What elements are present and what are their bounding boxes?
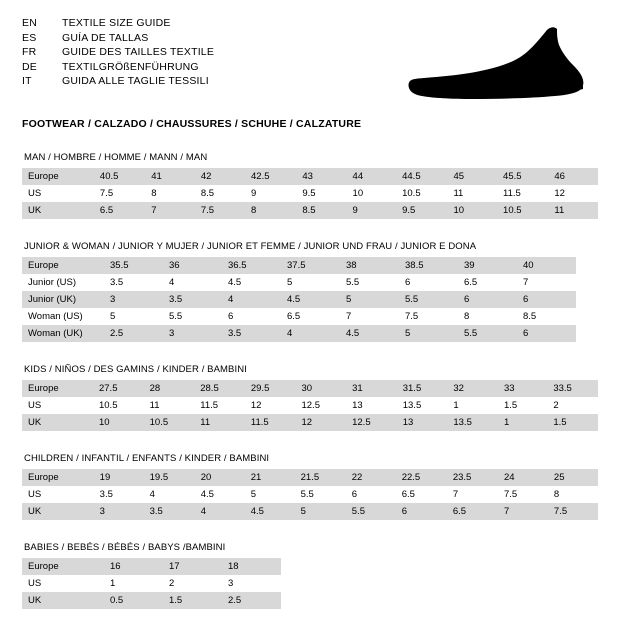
- size-block-kids: [22, 364, 598, 431]
- size-table-body: [22, 558, 281, 609]
- size-cell: 27.5: [93, 380, 144, 397]
- row-label: Europe: [22, 380, 93, 397]
- size-cell: 8.5: [517, 308, 576, 325]
- size-cell: 43: [296, 168, 346, 185]
- size-cell: 9: [245, 185, 296, 202]
- size-cell: 6.5: [281, 308, 340, 325]
- row-label: Europe: [22, 168, 94, 185]
- size-cell: 3.5: [222, 325, 281, 342]
- size-cell: 6: [458, 291, 517, 308]
- language-title: GUÍA DE TALLAS: [62, 31, 149, 44]
- size-cell: 10.5: [396, 185, 447, 202]
- row-label: Woman (US): [22, 308, 104, 325]
- size-cell: 41: [145, 168, 195, 185]
- size-cell: 2.5: [222, 592, 281, 609]
- size-cell: 3: [104, 291, 163, 308]
- row-label: UK: [22, 592, 104, 609]
- size-block-junior-woman: [22, 241, 598, 342]
- size-cell: 4: [222, 291, 281, 308]
- size-cell: 7: [145, 202, 195, 219]
- size-table-man: [22, 168, 598, 219]
- size-table-body: [22, 469, 598, 520]
- row-label: US: [22, 575, 104, 592]
- size-cell: 12: [245, 397, 296, 414]
- row-label: Europe: [22, 469, 94, 486]
- size-cell: 3.5: [94, 486, 144, 503]
- size-cell: 5: [399, 325, 458, 342]
- block-title: BABIES / BEBÉS / BÉBÉS / BABYS /BAMBINI: [24, 542, 226, 553]
- size-cell: 8: [245, 202, 296, 219]
- size-cell: 10.5: [497, 202, 548, 219]
- size-table-junior-woman: [22, 257, 576, 342]
- table-row: [22, 575, 281, 592]
- row-label: Europe: [22, 257, 104, 274]
- size-cell: 1: [104, 575, 163, 592]
- row-label: UK: [22, 503, 94, 520]
- size-cell: 33.5: [547, 380, 598, 397]
- size-table-body: [22, 168, 598, 219]
- size-cell: 12.5: [346, 414, 397, 431]
- table-row: [22, 397, 598, 414]
- size-cell: 5: [104, 308, 163, 325]
- size-cell: 5.5: [346, 503, 396, 520]
- size-cell: 6: [222, 308, 281, 325]
- row-label: US: [22, 185, 94, 202]
- size-cell: 10.5: [93, 397, 144, 414]
- size-cell: 25: [548, 469, 598, 486]
- size-table-body: [22, 380, 598, 431]
- size-cell: 1.5: [498, 397, 547, 414]
- size-cell: 8.5: [195, 185, 245, 202]
- size-cell: 19.5: [144, 469, 195, 486]
- size-cell: 11.5: [497, 185, 548, 202]
- table-row: [22, 325, 576, 342]
- size-cell: 12: [548, 185, 598, 202]
- size-cell: 6.5: [458, 274, 517, 291]
- size-cell: 17: [163, 558, 222, 575]
- language-code: ES: [22, 31, 37, 44]
- size-cell: 3: [94, 503, 144, 520]
- row-label: UK: [22, 414, 93, 431]
- table-row: [22, 558, 281, 575]
- language-code: FR: [22, 46, 37, 58]
- size-cell: 2: [547, 397, 598, 414]
- size-cell: 3: [163, 325, 222, 342]
- size-cell: 4.5: [222, 274, 281, 291]
- size-table-babies: [22, 558, 281, 609]
- size-cell: 44: [347, 168, 397, 185]
- size-cell: 31: [346, 380, 397, 397]
- size-cell: 44.5: [396, 168, 447, 185]
- size-cell: 19: [94, 469, 144, 486]
- size-cell: 29.5: [245, 380, 296, 397]
- size-cell: 2: [163, 575, 222, 592]
- language-row: [22, 62, 214, 77]
- size-cell: 4.5: [195, 486, 245, 503]
- size-cell: 7.5: [399, 308, 458, 325]
- size-cell: 18: [222, 558, 281, 575]
- size-cell: 36: [163, 257, 222, 274]
- page-header: [22, 18, 598, 102]
- size-cell: 6: [517, 291, 576, 308]
- size-block-children: [22, 453, 598, 520]
- language-row: [22, 33, 214, 48]
- table-row: [22, 592, 281, 609]
- size-cell: 11: [194, 414, 245, 431]
- size-cell: 30: [295, 380, 346, 397]
- size-cell: 6.5: [396, 486, 447, 503]
- table-row: [22, 168, 598, 185]
- language-row: [22, 76, 214, 91]
- size-cell: 6: [399, 274, 458, 291]
- size-cell: 42.5: [245, 168, 296, 185]
- size-cell: 10: [347, 185, 397, 202]
- size-cell: 4.5: [340, 325, 399, 342]
- language-title: TEXTILGRÖßENFÜHRUNG: [62, 60, 199, 73]
- size-cell: 5.5: [458, 325, 517, 342]
- size-cell: 13.5: [447, 414, 498, 431]
- table-row: [22, 380, 598, 397]
- block-title: MAN / HOMBRE / HOMME / MANN / MAN: [24, 152, 208, 163]
- table-row: [22, 291, 576, 308]
- size-cell: 21.5: [295, 469, 346, 486]
- size-cell: 4: [195, 503, 245, 520]
- size-cell: 8: [145, 185, 195, 202]
- language-title-list-body: [22, 18, 214, 91]
- language-title: TEXTILE SIZE GUIDE: [62, 17, 171, 29]
- row-label: US: [22, 397, 93, 414]
- language-code: IT: [22, 75, 32, 87]
- size-block-man: [22, 152, 598, 219]
- language-title-list: [22, 18, 214, 91]
- size-cell: 9.5: [396, 202, 447, 219]
- row-label: US: [22, 486, 94, 503]
- size-cell: 5.5: [295, 486, 346, 503]
- size-cell: 5.5: [163, 308, 222, 325]
- size-cell: 7: [517, 274, 576, 291]
- size-cell: 11: [447, 185, 497, 202]
- size-cell: 1.5: [547, 414, 598, 431]
- size-cell: 2.5: [104, 325, 163, 342]
- size-cell: 24: [498, 469, 548, 486]
- size-cell: 1: [447, 397, 498, 414]
- size-cell: 7: [447, 486, 498, 503]
- size-cell: 5: [295, 503, 346, 520]
- table-row: [22, 185, 598, 202]
- size-cell: 5: [245, 486, 295, 503]
- size-cell: 42: [195, 168, 245, 185]
- size-cell: 13: [397, 414, 448, 431]
- size-cell: 1: [498, 414, 547, 431]
- row-label: Junior (US): [22, 274, 104, 291]
- language-title: GUIDE DES TAILLES TEXTILE: [62, 46, 215, 58]
- size-cell: 37.5: [281, 257, 340, 274]
- size-cell: 31.5: [397, 380, 448, 397]
- size-cell: 10: [93, 414, 144, 431]
- size-cell: 11: [144, 397, 195, 414]
- size-cell: 4: [163, 274, 222, 291]
- size-cell: 8.5: [296, 202, 346, 219]
- size-cell: 10.5: [144, 414, 195, 431]
- size-cell: 3.5: [163, 291, 222, 308]
- size-cell: 12.5: [295, 397, 346, 414]
- size-cell: 10: [447, 202, 497, 219]
- size-cell: 13: [346, 397, 397, 414]
- size-cell: 5: [281, 274, 340, 291]
- size-cell: 36.5: [222, 257, 281, 274]
- size-cell: 16: [104, 558, 163, 575]
- size-cell: 45: [447, 168, 497, 185]
- size-cell: 5.5: [399, 291, 458, 308]
- size-cell: 9: [347, 202, 397, 219]
- size-cell: 35.5: [104, 257, 163, 274]
- size-table-kids: [22, 380, 598, 431]
- size-cell: 21: [245, 469, 295, 486]
- size-cell: 12: [295, 414, 346, 431]
- size-cell: 20: [195, 469, 245, 486]
- row-label: Europe: [22, 558, 104, 575]
- size-cell: 22: [346, 469, 396, 486]
- table-row: [22, 469, 598, 486]
- size-cell: 23.5: [447, 469, 498, 486]
- size-cell: 7.5: [548, 503, 598, 520]
- dress-shoe-icon: [402, 22, 592, 102]
- size-table-body: [22, 257, 576, 342]
- table-row: [22, 414, 598, 431]
- size-cell: 9.5: [296, 185, 346, 202]
- size-cell: 11.5: [194, 397, 245, 414]
- table-row: [22, 486, 598, 503]
- size-cell: 28: [144, 380, 195, 397]
- block-title: CHILDREN / INFANTIL / ENFANTS / KINDER / BAMBINI: [24, 453, 270, 464]
- table-row: [22, 503, 598, 520]
- size-cell: 11.5: [245, 414, 296, 431]
- size-cell: 6: [396, 503, 447, 520]
- size-cell: 40: [517, 257, 576, 274]
- size-cell: 7.5: [195, 202, 245, 219]
- size-cell: 7.5: [498, 486, 548, 503]
- row-label: UK: [22, 202, 94, 219]
- size-cell: 39: [458, 257, 517, 274]
- size-cell: 6.5: [447, 503, 498, 520]
- row-label: Woman (UK): [22, 325, 104, 342]
- size-cell: 7: [340, 308, 399, 325]
- language-code: EN: [22, 17, 37, 29]
- size-cell: 4.5: [281, 291, 340, 308]
- size-cell: 7: [498, 503, 548, 520]
- size-cell: 3.5: [104, 274, 163, 291]
- size-cell: 5: [340, 291, 399, 308]
- row-label: Junior (UK): [22, 291, 104, 308]
- size-cell: 1.5: [163, 592, 222, 609]
- size-cell: 13.5: [397, 397, 448, 414]
- size-cell: 45.5: [497, 168, 548, 185]
- size-cell: 4: [144, 486, 195, 503]
- table-row: [22, 257, 576, 274]
- size-cell: 8: [548, 486, 598, 503]
- size-cell: 4: [281, 325, 340, 342]
- size-cell: 6: [517, 325, 576, 342]
- size-cell: 33: [498, 380, 547, 397]
- size-table-children: [22, 469, 598, 520]
- language-row: [22, 47, 214, 62]
- size-cell: 40.5: [94, 168, 145, 185]
- size-cell: 38.5: [399, 257, 458, 274]
- footwear-section-title: FOOTWEAR / CALZADO / CHAUSSURES / SCHUHE / CALZATURE: [22, 118, 362, 130]
- size-cell: 3.5: [144, 503, 195, 520]
- size-cell: 8: [458, 308, 517, 325]
- size-cell: 28.5: [194, 380, 245, 397]
- size-cell: 7.5: [94, 185, 145, 202]
- size-cell: 4.5: [245, 503, 295, 520]
- size-cell: 11: [548, 202, 598, 219]
- size-cell: 3: [222, 575, 281, 592]
- size-cell: 38: [340, 257, 399, 274]
- table-row: [22, 274, 576, 291]
- block-title: KIDS / NIÑOS / DES GAMINS / KINDER / BAMBINI: [24, 364, 247, 375]
- table-row: [22, 308, 576, 325]
- size-cell: 32: [447, 380, 498, 397]
- size-block-babies: [22, 542, 598, 609]
- size-cell: 22.5: [396, 469, 447, 486]
- size-cell: 46: [548, 168, 598, 185]
- language-title: GUIDA ALLE TAGLIE TESSILI: [62, 75, 209, 87]
- size-cell: 6: [346, 486, 396, 503]
- table-row: [22, 202, 598, 219]
- size-cell: 6.5: [94, 202, 145, 219]
- block-title: JUNIOR & WOMAN / JUNIOR Y MUJER / JUNIOR ET FEMME / JUNIOR UND FRAU / JUNIOR E DONA: [24, 241, 477, 252]
- language-code: DE: [22, 60, 37, 73]
- size-cell: 0.5: [104, 592, 163, 609]
- language-row: [22, 18, 214, 33]
- size-cell: 5.5: [340, 274, 399, 291]
